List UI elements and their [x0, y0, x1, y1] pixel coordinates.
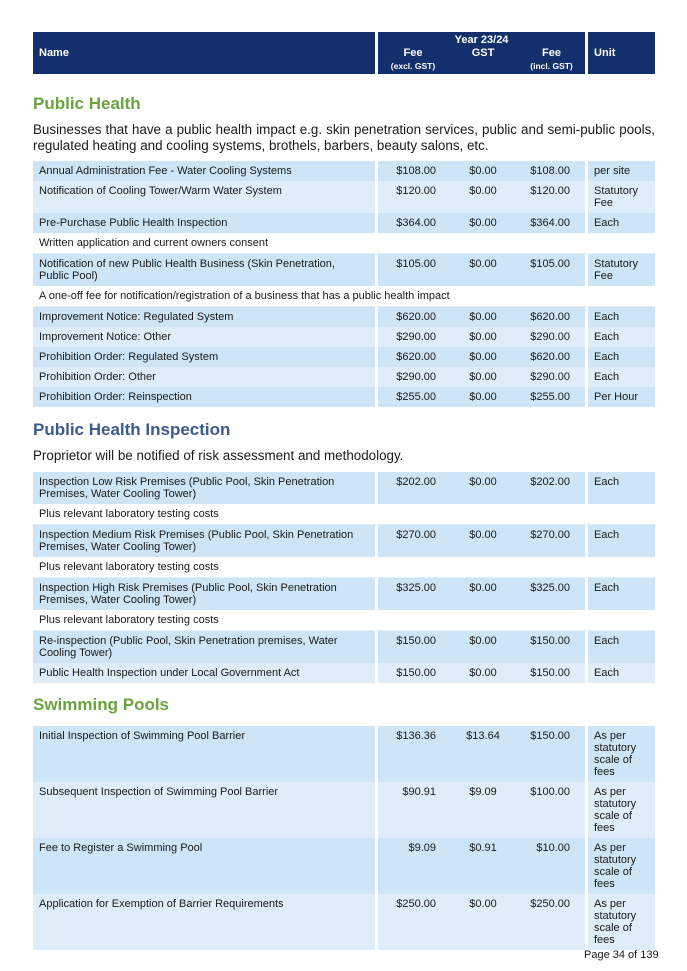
- page-number: Page 34 of 139: [584, 949, 659, 961]
- table-row: [33, 387, 655, 407]
- fee-excl-gst: $202.00: [378, 472, 448, 504]
- fee-excl-gst: $90.91: [378, 782, 448, 838]
- fee-excl-gst: $250.00: [378, 894, 448, 950]
- swimming-pools-table: [33, 726, 655, 950]
- table-row: [33, 254, 655, 286]
- note-text: Plus relevant laboratory testing costs: [33, 557, 655, 578]
- fee-excl-gst: $150.00: [378, 631, 448, 663]
- fee-item-name: Initial Inspection of Swimming Pool Barrier: [33, 726, 378, 782]
- note-row: [33, 610, 655, 631]
- column-header: [33, 32, 655, 74]
- gst-amount: $0.00: [448, 213, 518, 233]
- fee-incl-gst: $150.00: [518, 726, 588, 782]
- fee-item-name: Re-inspection (Public Pool, Skin Penetration premises, Water Cooling Tower): [33, 631, 378, 663]
- fee-excl-gst: $620.00: [378, 347, 448, 367]
- fee-unit: Each: [588, 213, 655, 233]
- header-fee-excl: Fee (excl. GST): [378, 48, 448, 74]
- fee-item-name: Prohibition Order: Reinspection: [33, 387, 378, 407]
- table-row: [33, 782, 655, 838]
- header-gst: GST: [448, 48, 518, 74]
- gst-amount: $0.00: [448, 525, 518, 557]
- table-row: [33, 161, 655, 181]
- table-row: [33, 347, 655, 367]
- fee-item-name: Notification of Cooling Tower/Warm Water System: [33, 181, 378, 213]
- fee-excl-gst: $364.00: [378, 213, 448, 233]
- gst-amount: $9.09: [448, 782, 518, 838]
- public-health-table: [33, 161, 655, 407]
- section-title-public-health-inspection: Public Health Inspection: [33, 420, 231, 439]
- fee-incl-gst: $620.00: [518, 347, 588, 367]
- table-row: [33, 367, 655, 387]
- gst-amount: $0.00: [448, 472, 518, 504]
- fee-item-name: Annual Administration Fee - Water Cooling Systems: [33, 161, 378, 181]
- fee-unit: As per statutory scale of fees: [588, 782, 655, 838]
- table-row: [33, 663, 655, 683]
- fee-unit: Each: [588, 347, 655, 367]
- fee-excl-gst: $105.00: [378, 254, 448, 286]
- fee-item-name: Inspection Low Risk Premises (Public Pool, Skin Penetration Premises, Water Cooling Tower): [33, 472, 378, 504]
- table-row: [33, 181, 655, 213]
- gst-amount: $0.00: [448, 327, 518, 347]
- fee-item-name: Prohibition Order: Other: [33, 367, 378, 387]
- fee-incl-gst: $150.00: [518, 631, 588, 663]
- fee-item-name: Application for Exemption of Barrier Requirements: [33, 894, 378, 950]
- header-unit: Unit: [588, 32, 655, 74]
- fee-incl-gst: $150.00: [518, 663, 588, 683]
- fee-excl-gst: $9.09: [378, 838, 448, 894]
- gst-amount: $0.00: [448, 631, 518, 663]
- fee-incl-gst: $105.00: [518, 254, 588, 286]
- gst-amount: $0.00: [448, 387, 518, 407]
- table-row: [33, 578, 655, 610]
- gst-amount: $0.91: [448, 838, 518, 894]
- fee-excl-gst: $290.00: [378, 367, 448, 387]
- note-row: [33, 557, 655, 578]
- table-row: [33, 838, 655, 894]
- gst-amount: $0.00: [448, 181, 518, 213]
- fee-incl-gst: $290.00: [518, 327, 588, 347]
- gst-amount: $0.00: [448, 161, 518, 181]
- fee-incl-gst: $202.00: [518, 472, 588, 504]
- table-row: [33, 525, 655, 557]
- table-row: [33, 726, 655, 782]
- header-year: Year 23/24: [378, 32, 588, 48]
- fee-excl-gst: $255.00: [378, 387, 448, 407]
- fee-incl-gst: $10.00: [518, 838, 588, 894]
- fee-unit: Each: [588, 525, 655, 557]
- note-row: [33, 286, 655, 307]
- fee-unit: Statutory Fee: [588, 181, 655, 213]
- gst-amount: $0.00: [448, 578, 518, 610]
- section-description-public-health: Businesses that have a public health impact e.g. skin penetration services, public and semi-public pools, regulated heating and cooling systems, brothels, barbers, beauty salons, etc.: [33, 122, 655, 153]
- fee-incl-gst: $620.00: [518, 307, 588, 327]
- gst-amount: $13.64: [448, 726, 518, 782]
- fee-unit: As per statutory scale of fees: [588, 726, 655, 782]
- section-title-public-health: Public Health: [33, 94, 141, 113]
- note-row: [33, 233, 655, 254]
- header-fee-incl: Fee (incl. GST): [518, 48, 588, 74]
- note-text: A one-off fee for notification/registration of a business that has a public health impact: [33, 286, 655, 307]
- fee-incl-gst: $255.00: [518, 387, 588, 407]
- fee-excl-gst: $290.00: [378, 327, 448, 347]
- gst-amount: $0.00: [448, 894, 518, 950]
- fee-unit: Each: [588, 663, 655, 683]
- fee-excl-gst: $325.00: [378, 578, 448, 610]
- table-row: [33, 894, 655, 950]
- fee-unit: Each: [588, 578, 655, 610]
- fee-unit: Statutory Fee: [588, 254, 655, 286]
- fee-item-name: Pre-Purchase Public Health Inspection: [33, 213, 378, 233]
- fee-incl-gst: $250.00: [518, 894, 588, 950]
- section-description-public-health-inspection: Proprietor will be notified of risk assessment and methodology.: [33, 448, 404, 463]
- fee-incl-gst: $108.00: [518, 161, 588, 181]
- fee-excl-gst: $108.00: [378, 161, 448, 181]
- fee-item-name: Public Health Inspection under Local Government Act: [33, 663, 378, 683]
- fee-item-name: Prohibition Order: Regulated System: [33, 347, 378, 367]
- fee-unit: per site: [588, 161, 655, 181]
- fee-incl-gst: $290.00: [518, 367, 588, 387]
- fee-unit: Each: [588, 307, 655, 327]
- public-health-inspection-table: [33, 472, 655, 683]
- note-text: Plus relevant laboratory testing costs: [33, 610, 655, 631]
- table-row: [33, 307, 655, 327]
- fee-item-name: Subsequent Inspection of Swimming Pool Barrier: [33, 782, 378, 838]
- fee-item-name: Fee to Register a Swimming Pool: [33, 838, 378, 894]
- fee-incl-gst: $270.00: [518, 525, 588, 557]
- gst-amount: $0.00: [448, 254, 518, 286]
- fee-item-name: Improvement Notice: Other: [33, 327, 378, 347]
- fee-item-name: Notification of new Public Health Business (Skin Penetration, Public Pool): [33, 254, 378, 286]
- fee-excl-gst: $270.00: [378, 525, 448, 557]
- gst-amount: $0.00: [448, 307, 518, 327]
- fee-unit: As per statutory scale of fees: [588, 838, 655, 894]
- fee-item-name: Inspection High Risk Premises (Public Pool, Skin Penetration Premises, Water Cooling Tower): [33, 578, 378, 610]
- table-row: [33, 213, 655, 233]
- fee-incl-gst: $364.00: [518, 213, 588, 233]
- fee-excl-gst: $136.36: [378, 726, 448, 782]
- fee-unit: Each: [588, 631, 655, 663]
- table-row: [33, 472, 655, 504]
- table-row: [33, 631, 655, 663]
- section-title-swimming-pools: Swimming Pools: [33, 695, 170, 714]
- fee-item-name: Improvement Notice: Regulated System: [33, 307, 378, 327]
- fee-incl-gst: $325.00: [518, 578, 588, 610]
- fee-schedule-page: [33, 32, 655, 950]
- fee-unit: Each: [588, 367, 655, 387]
- fee-incl-gst: $120.00: [518, 181, 588, 213]
- fee-unit: Each: [588, 327, 655, 347]
- fee-excl-gst: $620.00: [378, 307, 448, 327]
- header-name: Name: [33, 32, 378, 74]
- fee-item-name: Inspection Medium Risk Premises (Public Pool, Skin Penetration Premises, Water Cooling Tower): [33, 525, 378, 557]
- table-row: [33, 327, 655, 347]
- fee-incl-gst: $100.00: [518, 782, 588, 838]
- note-row: [33, 504, 655, 525]
- fee-excl-gst: $150.00: [378, 663, 448, 683]
- note-text: Written application and current owners consent: [33, 233, 655, 254]
- note-text: Plus relevant laboratory testing costs: [33, 504, 655, 525]
- fee-unit: Per Hour: [588, 387, 655, 407]
- fee-unit: As per statutory scale of fees: [588, 894, 655, 950]
- gst-amount: $0.00: [448, 347, 518, 367]
- gst-amount: $0.00: [448, 663, 518, 683]
- fee-excl-gst: $120.00: [378, 181, 448, 213]
- fee-unit: Each: [588, 472, 655, 504]
- gst-amount: $0.00: [448, 367, 518, 387]
